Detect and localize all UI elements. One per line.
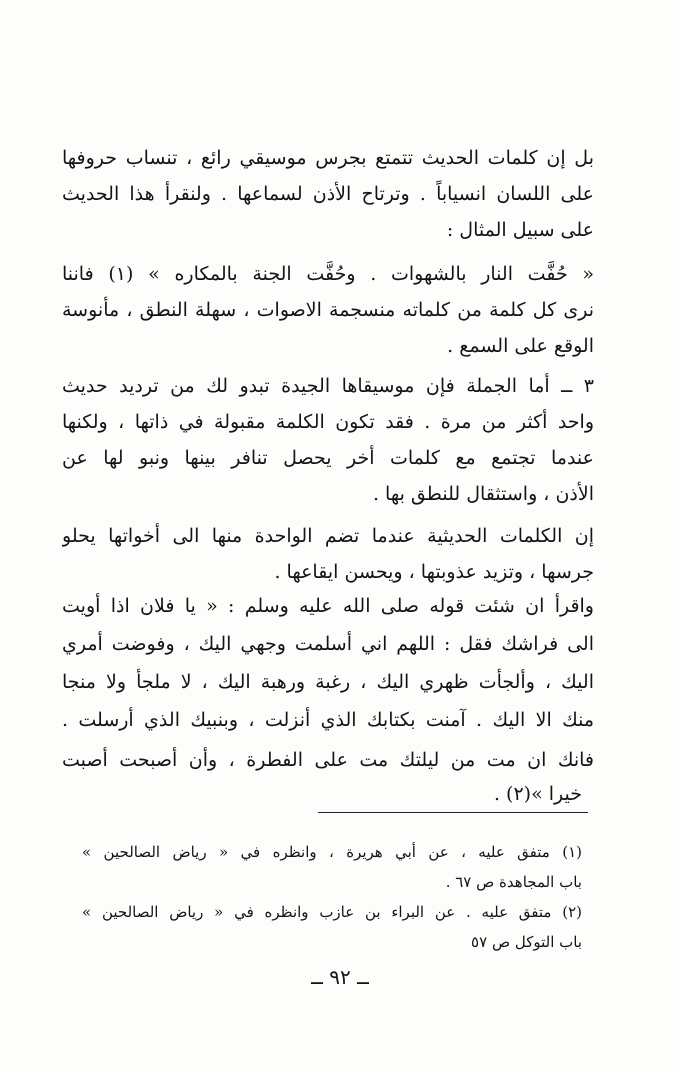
- paragraph-4-line-1: إن الكلمات الحديثية عندما تضم الواحدة منها الى أخواتها يحلو: [62, 525, 594, 547]
- footnote-1-line-2: باب المجاهدة ص ٦٧ .: [445, 873, 582, 891]
- paragraph-5-line-4: منك الا اليك . آمنت بكتابك الذي أنزلت ، وبنبيك الذي أرسلت .: [62, 709, 594, 731]
- paragraph-5-line-6: خيرا »(٢) .: [493, 783, 582, 805]
- paragraph-2-line-3: الوقع على السمع .: [447, 335, 594, 357]
- paragraph-5-line-1: واقرأ ان شئت قوله صلى الله عليه وسلم : « يا فلان اذا أويت: [62, 595, 594, 617]
- footnote-2-line-2: باب التوكل ص ٥٧: [471, 933, 582, 951]
- paragraph-5-line-2: الى فراشك فقل : اللهم اني أسلمت وجهي اليك ، وفوضت أمري: [62, 633, 594, 655]
- footnote-separator: [318, 812, 588, 813]
- paragraph-3-line-2: واحد أكثر من مرة . فقد تكون الكلمة مقبولة في ذاتها ، ولكنها: [62, 411, 594, 433]
- paragraph-5-line-3: اليك ، وألجأت ظهري اليك ، رغبة ورهبة اليك ، لا ملجأ ولا منجا: [62, 671, 594, 693]
- paragraph-4-line-2: جرسها ، وتزيد عذوبتها ، ويحسن ايقاعها .: [274, 561, 594, 583]
- paragraph-1-line-2: على اللسان انسياباً . وترتاح الأذن لسماعها . ولنقرأ هذا الحديث: [62, 183, 594, 205]
- paragraph-3-line-1: ٣ ــ أما الجملة فإن موسيقاها الجيدة تبدو لك من ترديد حديث: [62, 375, 594, 397]
- paragraph-3-line-3: عندما تجتمع مع كلمات أخر يحصل تنافر بينها ونبو لها عن: [62, 447, 594, 469]
- footnote-1-line-1: (١) متفق عليه ، عن أبي هريرة ، وانظره في « رياض الصالحين »: [82, 843, 582, 861]
- paragraph-5-line-5: فانك ان مت من ليلتك مت على الفطرة ، وأن أصبحت أصبت: [62, 749, 594, 771]
- footnote-2-line-1: (٢) متفق عليه . عن البراء بن عازب وانظره في « رياض الصالحين »: [82, 903, 582, 921]
- paragraph-3-line-4: الأذن ، واستثقال للنطق بها .: [372, 483, 594, 505]
- paragraph-2-line-1: « حُفَّت النار بالشهوات . وحُفَّت الجنة بالمكاره » (١) فاننا: [62, 263, 594, 285]
- page-number: ــ ٩٢ ــ: [311, 965, 369, 989]
- paragraph-1-line-3: على سبيل المثال :: [446, 219, 594, 241]
- paragraph-2-line-2: نرى كل كلمة من كلماته منسجمة الاصوات ، سهلة النطق ، مأنوسة: [62, 299, 594, 321]
- paragraph-1-line-1: بل إن كلمات الحديث تتمتع بجرس موسيقي رائع ، تنساب حروفها: [62, 147, 594, 169]
